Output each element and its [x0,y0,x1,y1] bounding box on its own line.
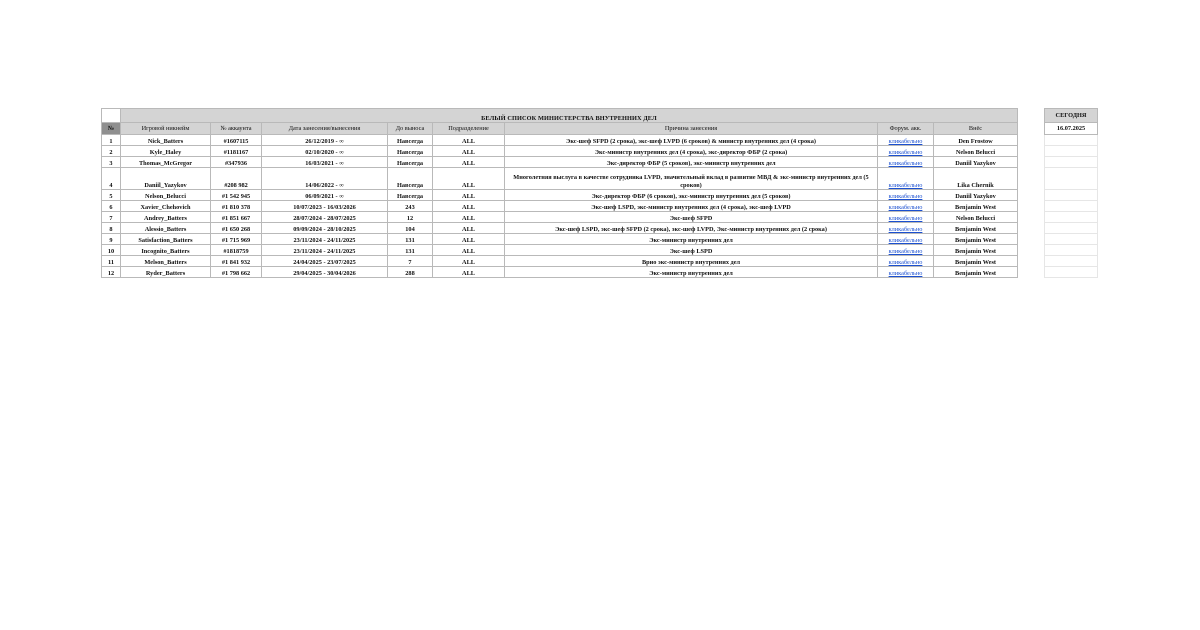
forum-link[interactable]: кликабельно [878,135,934,146]
whitelist-sheet [101,108,1018,278]
cell-account: #1 542 945 [211,190,262,201]
cell-division: ALL [433,168,505,190]
cell-dates: 02/10/2020 - ∞ [262,146,388,157]
cell-until: Навсегда [388,146,433,157]
cell-division: ALL [433,245,505,256]
header-account: № аккаунта [211,123,262,135]
cell-added-by: Den Frostow [934,135,1018,146]
cell-number: 12 [102,267,121,278]
cell-account: #347936 [211,157,262,168]
cell-until: 12 [388,212,433,223]
cell-nickname: Melson_Batters [121,256,211,267]
cell-reason: Многолетняя выслуга в качестве сотрудника LVPD, значительный вклад в развитие МВД & экс-министр внутренних дел (5 сроков) [505,168,878,190]
cell-number: 6 [102,201,121,212]
today-empty-cell [1045,267,1098,278]
cell-reason: Экс-шеф LSPD, экс-министр внутренних дел (4 срока), экс-шеф LVPD [505,201,878,212]
cell-number: 7 [102,212,121,223]
cell-reason: Экс-директор ФБР (5 сроков), экс-министр внутренних дел [505,157,878,168]
cell-added-by: Benjamin West [934,267,1018,278]
cell-dates: 16/03/2021 - ∞ [262,157,388,168]
forum-link[interactable]: кликабельно [878,168,934,190]
cell-nickname: Xavier_Chehovich [121,201,211,212]
cell-account: #1 798 662 [211,267,262,278]
cell-added-by: Daniil Yazykov [934,190,1018,201]
cell-nickname: Andrey_Batters [121,212,211,223]
cell-division: ALL [433,135,505,146]
table-row [102,157,1018,168]
cell-until: 131 [388,234,433,245]
header-number: № [102,123,121,135]
table-row [102,146,1018,157]
table-row [102,223,1018,234]
cell-account: #1181167 [211,146,262,157]
forum-link[interactable]: кликабельно [878,234,934,245]
cell-reason: Экс-министр внутренних дел (4 срока), экс-директор ФБР (2 срока) [505,146,878,157]
cell-until: Навсегда [388,135,433,146]
cell-division: ALL [433,234,505,245]
cell-added-by: Nelson Belucci [934,212,1018,223]
cell-dates: 10/07/2023 - 16/03/2026 [262,201,388,212]
today-empty-cell [1045,168,1098,190]
cell-added-by: Lika Chernik [934,168,1018,190]
header-nickname: Игровой никнейм [121,123,211,135]
cell-account: #208 982 [211,168,262,190]
forum-link[interactable]: кликабельно [878,223,934,234]
cell-until: 7 [388,256,433,267]
corner-cell [102,109,121,123]
cell-dates: 29/04/2025 - 30/04/2026 [262,267,388,278]
cell-division: ALL [433,256,505,267]
cell-account: #1 851 667 [211,212,262,223]
cell-until: 104 [388,223,433,234]
cell-added-by: Daniil Yazykov [934,157,1018,168]
cell-account: #1 715 969 [211,234,262,245]
table-row [102,245,1018,256]
cell-number: 9 [102,234,121,245]
cell-division: ALL [433,223,505,234]
table-row [102,190,1018,201]
today-empty-cell [1045,256,1098,267]
header-reason: Причина занесения [505,123,878,135]
today-date: 16.07.2025 [1045,123,1098,135]
cell-until: 288 [388,267,433,278]
cell-until: Навсегда [388,157,433,168]
forum-link[interactable]: кликабельно [878,267,934,278]
cell-dates: 28/07/2024 - 28/07/2025 [262,212,388,223]
cell-dates: 23/11/2024 - 24/11/2025 [262,234,388,245]
today-label: СЕГОДНЯ [1045,109,1098,123]
cell-division: ALL [433,267,505,278]
cell-nickname: Alessio_Batters [121,223,211,234]
table-row [102,267,1018,278]
cell-number: 4 [102,168,121,190]
cell-number: 1 [102,135,121,146]
cell-division: ALL [433,146,505,157]
header-row [102,123,1018,135]
cell-reason: Врио экс-министр внутренних дел [505,256,878,267]
today-empty-cell [1045,234,1098,245]
cell-added-by: Benjamin West [934,223,1018,234]
cell-division: ALL [433,190,505,201]
cell-division: ALL [433,201,505,212]
forum-link[interactable]: кликабельно [878,146,934,157]
today-empty-cell [1045,146,1098,157]
cell-division: ALL [433,157,505,168]
today-empty-cell [1045,245,1098,256]
cell-nickname: Kyle_Haley [121,146,211,157]
forum-link[interactable]: кликабельно [878,256,934,267]
today-empty-cell [1045,201,1098,212]
sheet-title: БЕЛЫЙ СПИСОК МИНИСТЕРСТВА ВНУТРЕННИХ ДЕЛ [121,109,1018,123]
cell-until: 131 [388,245,433,256]
cell-reason: Экс-шеф SFPD [505,212,878,223]
forum-link[interactable]: кликабельно [878,190,934,201]
cell-reason: Экс-министр внутренних дел [505,234,878,245]
table-row [102,168,1018,190]
forum-link[interactable]: кликабельно [878,245,934,256]
cell-dates: 09/09/2024 - 28/10/2025 [262,223,388,234]
cell-account: #1 650 268 [211,223,262,234]
cell-added-by: Nelson Belucci [934,146,1018,157]
whitelist-table [101,108,1018,278]
cell-nickname: Nick_Batters [121,135,211,146]
cell-reason: Экс-министр внутренних дел [505,267,878,278]
cell-account: #1 841 932 [211,256,262,267]
cell-reason: Экс-шеф SFPD (2 срока), экс-шеф LVPD (6 сроков) & министр внутренних дел (4 срока) [505,135,878,146]
today-empty-cell [1045,157,1098,168]
cell-nickname: Nelson_Belucci [121,190,211,201]
cell-account: #1607115 [211,135,262,146]
cell-nickname: Incognito_Batters [121,245,211,256]
cell-reason: Экс-директор ФБР (6 сроков), экс-министр внутренних дел (5 сроков) [505,190,878,201]
cell-number: 5 [102,190,121,201]
today-empty-cell [1045,190,1098,201]
cell-number: 10 [102,245,121,256]
forum-link[interactable]: кликабельно [878,212,934,223]
cell-number: 2 [102,146,121,157]
today-empty-cell [1045,212,1098,223]
forum-link[interactable]: кликабельно [878,201,934,212]
cell-nickname: Satisfaction_Batters [121,234,211,245]
cell-reason: Экс-шеф LSPD, экс-шеф SFPD (2 срока), экс-шеф LVPD, Экс-министр внутренних дел (2 срока) [505,223,878,234]
header-division: Подразделение [433,123,505,135]
cell-added-by: Benjamin West [934,201,1018,212]
today-panel [1044,108,1098,278]
cell-until: 243 [388,201,433,212]
header-dates: Дата занесения/вынесения [262,123,388,135]
table-row [102,256,1018,267]
forum-link[interactable]: кликабельно [878,157,934,168]
cell-nickname: Ryder_Batters [121,267,211,278]
today-table [1044,108,1098,278]
cell-nickname: Thomas_McGregor [121,157,211,168]
cell-until: Навсегда [388,190,433,201]
cell-until: Навсегда [388,168,433,190]
table-row [102,212,1018,223]
cell-dates: 23/11/2024 - 24/11/2025 [262,245,388,256]
cell-dates: 26/12/2019 - ∞ [262,135,388,146]
cell-number: 11 [102,256,121,267]
cell-account: #1 810 378 [211,201,262,212]
cell-division: ALL [433,212,505,223]
header-until: До выноса [388,123,433,135]
cell-dates: 24/04/2025 - 23/07/2025 [262,256,388,267]
cell-added-by: Benjamin West [934,245,1018,256]
cell-dates: 14/06/2022 - ∞ [262,168,388,190]
cell-added-by: Benjamin West [934,234,1018,245]
table-row [102,201,1018,212]
today-empty-cell [1045,135,1098,146]
cell-nickname: Daniil_Yazykov [121,168,211,190]
cell-number: 3 [102,157,121,168]
cell-account: #1818759 [211,245,262,256]
cell-added-by: Benjamin West [934,256,1018,267]
header-added-by: Внёс [934,123,1018,135]
header-forum: Форум. акк. [878,123,934,135]
cell-number: 8 [102,223,121,234]
today-empty-cell [1045,223,1098,234]
cell-reason: Экс-шеф LSPD [505,245,878,256]
table-row [102,234,1018,245]
table-row [102,135,1018,146]
cell-dates: 06/09/2021 - ∞ [262,190,388,201]
